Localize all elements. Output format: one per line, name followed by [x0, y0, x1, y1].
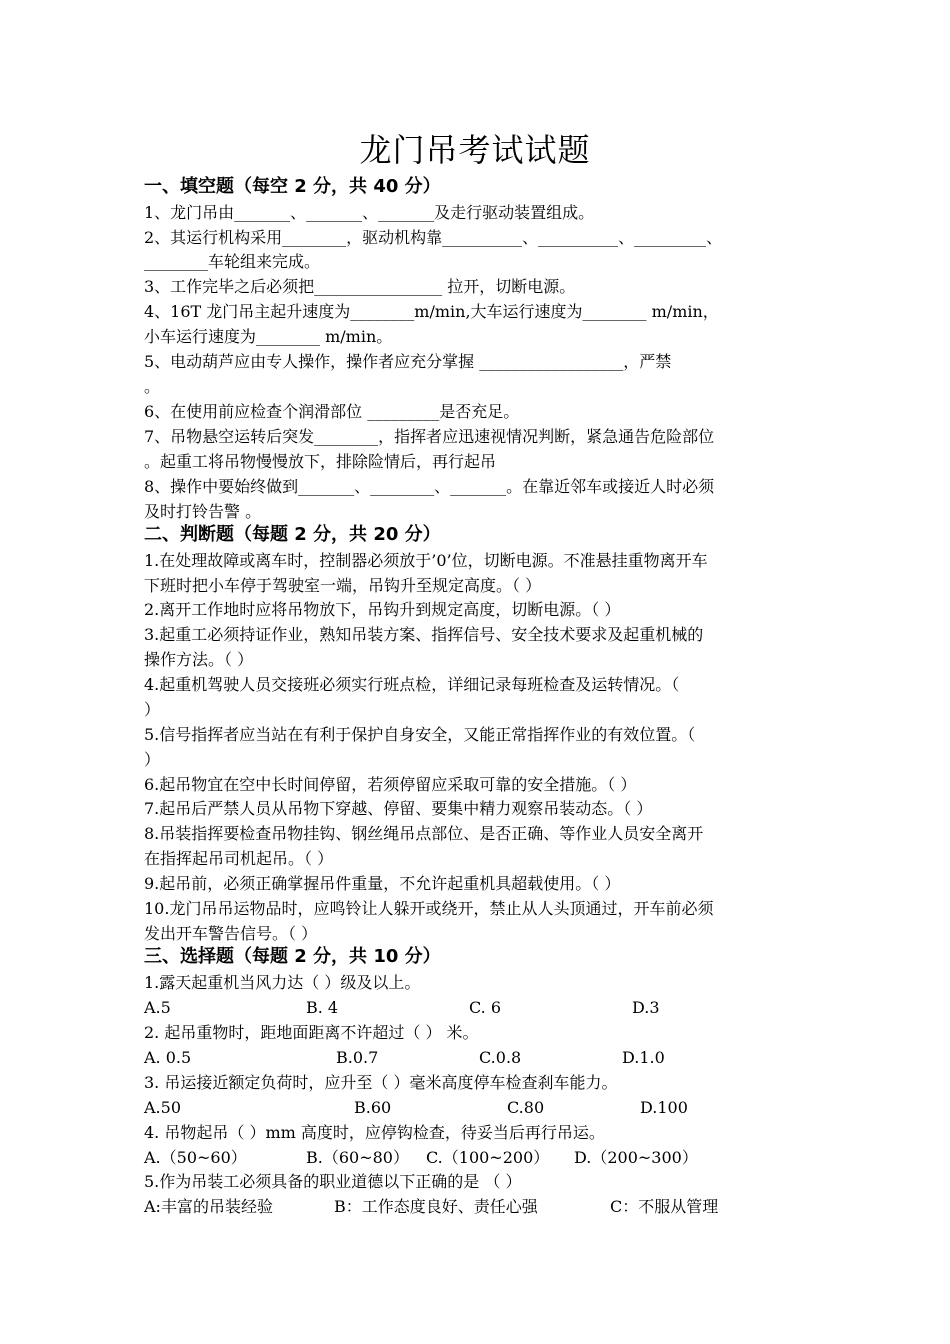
question-line: 2、其运行机构采用________，驱动机构靠__________、__________、_________、 — [144, 228, 723, 247]
option-b: B.0.7 — [336, 1048, 379, 1067]
option-c: C. 6 — [469, 998, 502, 1017]
question-line: 10.龙门吊吊运物品时，应鸣铃让人躲开或绕开，禁止从人头顶通过，开车前必须 — [144, 899, 714, 918]
question-line: 8、操作中要始终做到_______、________、_______。在靠近邻车或接近人时必须 — [144, 477, 715, 496]
question-line: 5、电动葫芦应由专人操作，操作者应充分掌握 __________________，严禁 — [144, 352, 672, 371]
question-line: 4、16T 龙门吊主起升速度为________m/min,大车运行速度为________ m/min， — [144, 302, 719, 321]
question-line: ________车轮组来完成。 — [144, 252, 321, 271]
question-line: 9.起吊前，必须正确掌握吊件重量，不允许起重机具超载使用。（ ） — [144, 874, 621, 893]
page-title: 龙门吊考试试题 — [359, 131, 591, 169]
question-line: 7、吊物悬空运转后突发________，指挥者应迅速视情况判断，紧急通告危险部位 — [144, 427, 715, 446]
question-line: 及时打铃告警 。 — [144, 502, 262, 521]
question-line: 8.吊装指挥要检查吊物挂钩、钢丝绳吊点部位、是否正确、等作业人员安全离开 — [144, 824, 704, 843]
question-line: ） — [144, 750, 161, 769]
option-c: C.（100~200） — [426, 1148, 550, 1167]
option-d: D.1.0 — [622, 1048, 665, 1067]
question-line: 6.起吊物宜在空中长时间停留，若须停留应采取可靠的安全措施。（ ） — [144, 775, 637, 794]
choice-question: 5.作为吊装工必须具备的职业道德以下正确的是 （ ） — [144, 1172, 522, 1191]
option-d: D.3 — [632, 998, 660, 1017]
question-line: 。 — [144, 377, 161, 396]
option-b: B.（60~80） — [306, 1148, 409, 1167]
option-d: D.（200~300） — [574, 1148, 698, 1167]
option-b: B. 4 — [306, 998, 339, 1017]
question-line: 下班时把小车停于驾驶室一端，吊钩升至规定高度。（ ） — [144, 576, 542, 595]
question-line: 操作方法。（ ） — [144, 650, 254, 669]
question-line: 3.起重工必须持证作业，熟知吊装方案、指挥信号、安全技术要求及起重机械的 — [144, 625, 704, 644]
section-heading-true-false: 二、判断题（每题 2 分，共 20 分） — [144, 524, 441, 545]
question-line: 6、在使用前应检查个润滑部位 _________是否充足。 — [144, 402, 520, 421]
option-b: B：工作态度良好、责任心强 — [334, 1197, 538, 1216]
option-d: D.100 — [640, 1098, 688, 1117]
option-a: A.（50~60） — [144, 1148, 247, 1167]
question-line: 小车运行速度为________ m/min。 — [144, 327, 393, 346]
option-a: A:丰富的吊装经验 — [144, 1197, 273, 1216]
option-a: A.50 — [144, 1098, 181, 1117]
option-c: C.80 — [507, 1098, 545, 1117]
question-line: 5.信号指挥者应当站在有利于保护自身安全，又能正常指挥作业的有效位置。（ — [144, 725, 696, 744]
question-line: 4.起重机驾驶人员交接班必须实行班点检，详细记录每班检查及运转情况。（ — [144, 675, 680, 694]
question-line: 1、龙门吊由_______、_______、_______及走行驱动装置组成。 — [144, 203, 595, 222]
question-line: 7.起吊后严禁人员从吊物下穿越、停留、要集中精力观察吊装动态。（ ） — [144, 799, 653, 818]
choice-question: 3. 吊运接近额定负荷时，应升至（ ）毫米高度停车检查刹车能力。 — [144, 1073, 618, 1092]
choice-question: 4. 吊物起吊（ ）mm 高度时，应停钩检查，待妥当后再行吊运。 — [144, 1123, 605, 1142]
question-line: ） — [144, 700, 161, 719]
option-a: A. 0.5 — [144, 1048, 192, 1067]
section-heading-multiple-choice: 三、选择题（每题 2 分，共 10 分） — [144, 946, 441, 967]
question-line: 3、工作完毕之后必须把________________ 拉开，切断电源。 — [144, 277, 576, 296]
question-line: 。起重工将吊物慢慢放下，排除险情后，再行起吊 — [144, 452, 497, 471]
section-heading-fill-blank: 一、填空题（每空 2 分，共 40 分） — [144, 176, 441, 197]
question-line: 1.在处理故障或离车时，控制器必须放于’0’位，切断电源。不准悬挂重物离开车 — [144, 551, 708, 570]
choice-question: 1.露天起重机当风力达（ ）级及以上。 — [144, 973, 421, 992]
option-b: B.60 — [354, 1098, 392, 1117]
question-line: 在指挥起吊司机起吊。（ ） — [144, 849, 334, 868]
choice-question: 2. 起吊重物时，距地面距离不许超过（ ） 米。 — [144, 1023, 479, 1042]
option-c: C：不服从管理 — [610, 1197, 719, 1216]
question-line: 发出开车警告信号。（ ） — [144, 924, 318, 943]
question-line: 2.离开工作地时应将吊物放下，吊钩升到规定高度，切断电源。（ ） — [144, 600, 621, 619]
option-c: C.0.8 — [479, 1048, 522, 1067]
option-a: A.5 — [144, 998, 171, 1017]
